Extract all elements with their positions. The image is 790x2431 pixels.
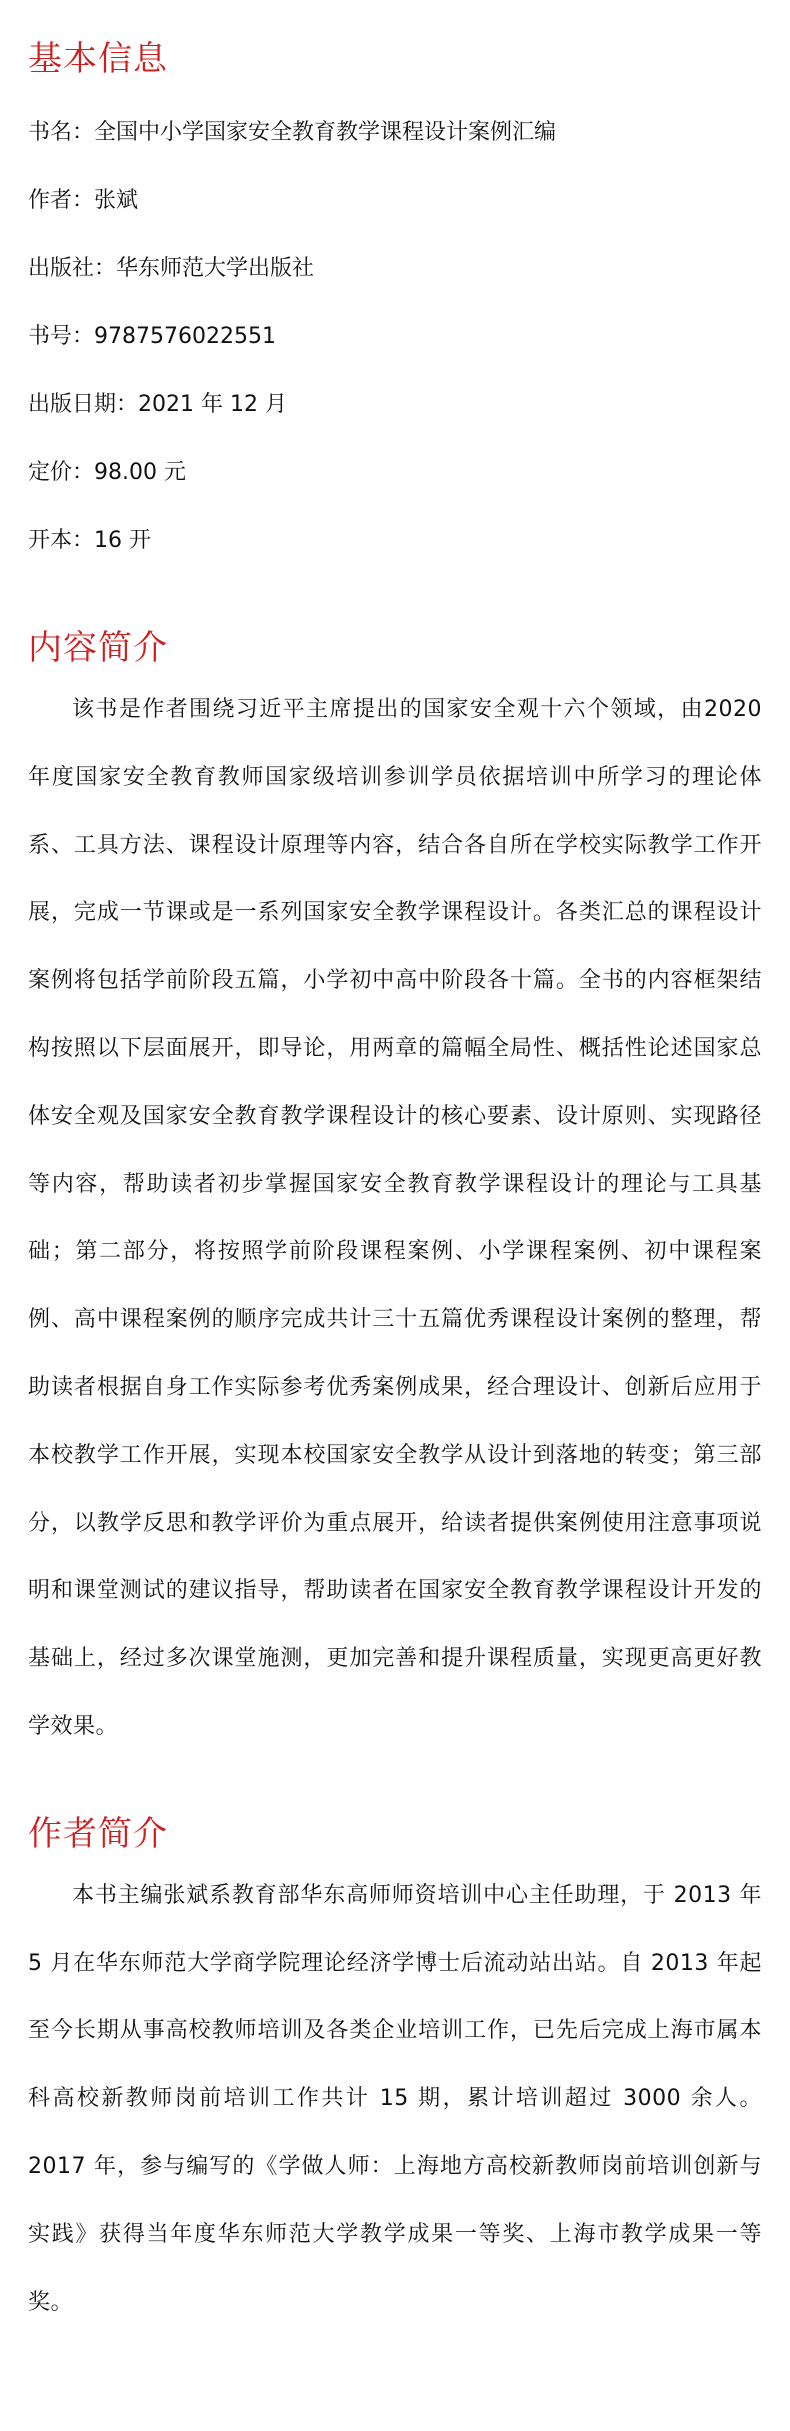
author-intro-section	[28, 1761, 762, 2337]
isbn-row: 书号：9787576022551	[28, 324, 276, 349]
publisher-row: 出版社：华东师范大学出版社	[28, 256, 315, 281]
author-intro-paragraph: 本书主编张斌系教育部华东高师师资培训中心主任助理，于 2013 年 5 月在华东师范大学商学院理论经济学博士后流动站出站。自 2013 年起至今长期从事高校教师培训及各类企业培训工作，已先后完成上海市属本科高校新教师岗前培训工作共计 15 期，累计培训超过 3000 余人。2017 年，参与编写的《学做人师：上海地方高校新教师岗前培训创新与实践》获得当年度华东师范大学教学成果一等奖、上海市教学成果一等奖。	[28, 1882, 762, 2315]
book-title-row: 书名：全国中小学国家安全教育教学课程设计案例汇编	[28, 120, 557, 145]
content-intro-section	[28, 575, 762, 1761]
basic-info-section	[28, 0, 762, 575]
basic-info-heading: 基本信息	[28, 39, 168, 79]
author-row: 作者：张斌	[28, 188, 139, 213]
basic-info-list	[28, 99, 762, 575]
publish-date-row: 出版日期：2021 年 12 月	[28, 392, 287, 417]
author-intro-heading: 作者简介	[28, 1813, 168, 1854]
content-intro-paragraph: 该书是作者围绕习近平主席提出的国家安全观十六个领域，由2020 年度国家安全教育教师国家级培训参训学员依据培训中所学习的理论体系、工具方法、课程设计原理等内容，结合各自所在学校实际教学工作开展，完成一节课或是一系列国家安全教学课程设计。各类汇总的课程设计案例将包括学前阶段五篇，小学初中高中阶段各十篇。全书的内容框架结构按照以下层面展开，即导论，用两章的篇幅全局性、概括性论述国家总体安全观及国家安全教育教学课程设计的核心要素、设计原则、实现路径等内容，帮助读者初步掌握国家安全教育教学课程设计的理论与工具基础；第二部分，将按照学前阶段课程案例、小学课程案例、初中课程案例、高中课程案例的顺序完成共计三十五篇优秀课程设计案例的整理，帮助读者根据自身工作实际参考优秀案例成果，经合理设计、创新后应用于本校教学工作开展，实现本校国家安全教学从设计到落地的转变；第三部分，以教学反思和教学评价为重点展开，给读者提供案例使用注意事项说明和课堂测试的建议指导，帮助读者在国家安全教育教学课程设计开发的基础上，经过多次课堂施测，更加完善和提升课程质量，实现更高更好教学效果。	[28, 697, 762, 1739]
content-intro-heading: 内容简介	[28, 628, 168, 668]
price-row: 定价：98.00 元	[28, 460, 186, 485]
format-row: 开本：16 开	[28, 528, 151, 553]
